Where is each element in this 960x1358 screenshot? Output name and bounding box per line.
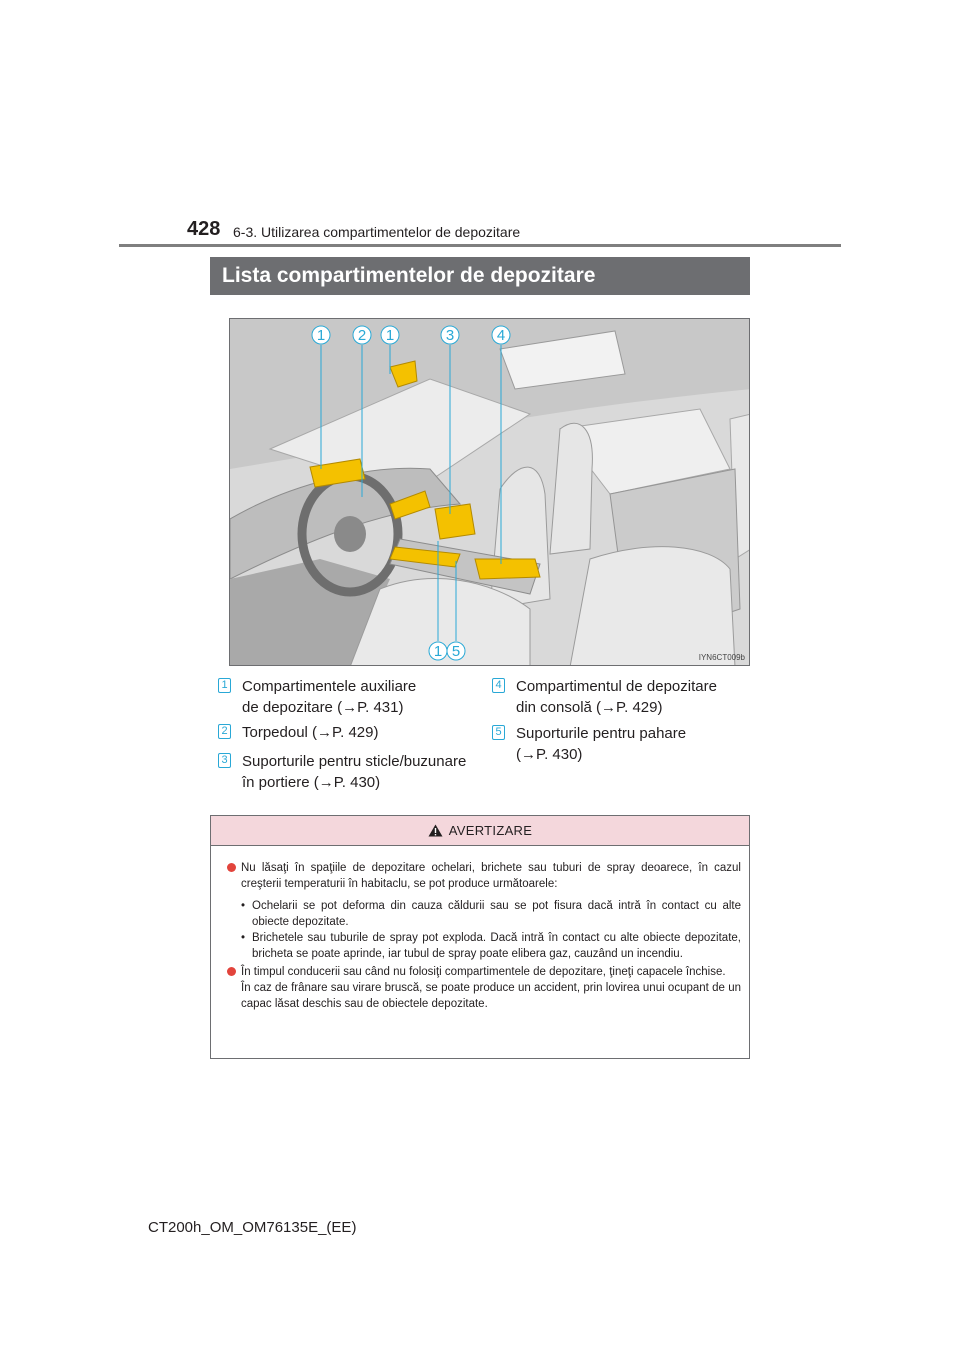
- door-pocket: [435, 504, 475, 539]
- legend-badge-2: 2: [218, 724, 231, 739]
- console-box: [475, 559, 540, 579]
- car-interior-illustration: [230, 319, 750, 666]
- rear-seat: [570, 547, 735, 666]
- page-number: 428: [187, 218, 221, 240]
- callout-2: 2: [357, 327, 367, 344]
- warning-bullet-2-line1: În timpul conducerii sau când nu folosiţi compartimentele de depozitare, ţineţi capacele închise.: [241, 966, 726, 978]
- warning-sub-item-2: [227, 930, 741, 962]
- legend-text-2: Torpedoul (→P. 429): [242, 724, 379, 741]
- warning-bullet-1: [227, 860, 741, 892]
- warning-triangle-icon: [428, 824, 443, 837]
- warning-sub-item-1: [227, 898, 741, 930]
- header-rule: [119, 244, 841, 247]
- warning-sub-item-2-text: Brichetele sau tuburile de spray pot exploda. Dacă intră în contact cu alte obiecte depozitate, bricheta se poate aprinde, iar tubul de spray poate elibera gaz, cauzând un incendiu.: [252, 932, 741, 960]
- legend-badge-5: 5: [492, 725, 505, 740]
- warning-box: [210, 815, 750, 1059]
- callout-1b: 1: [385, 327, 395, 344]
- title-bar: [210, 257, 750, 295]
- legend-text-1: Compartimentele auxiliare de depozitare (→P. 431): [242, 678, 417, 716]
- legend-badge-1: 1: [218, 678, 231, 693]
- page-title: Lista compartimentelor de depozitare: [222, 264, 596, 287]
- sub-item-mark-1: •: [241, 900, 246, 912]
- figure-code: IYN6CT009b: [698, 653, 745, 662]
- legend-text-4: Compartimentul de depozitare din consolă (→P. 429): [516, 678, 717, 716]
- warning-label: AVERTIZARE: [448, 823, 533, 838]
- warning-bullet-2-line2: În caz de frânare sau virare bruscă, se poate produce un accident, prin lovirea unui ocupant de un capac lăsat deschis sau de obiectele depozitate.: [241, 982, 741, 1010]
- legend-badge-4: 4: [492, 678, 505, 693]
- bullet-dot-1: [227, 863, 236, 872]
- callout-4: 4: [496, 327, 506, 344]
- page-footer: CT200h_OM_OM76135E_(EE): [148, 1219, 357, 1236]
- legend-text-3: Suporturile pentru sticle/buzunare în portiere (→P. 430): [242, 753, 467, 791]
- car-interior-figure: [229, 318, 750, 666]
- warning-header: [211, 816, 749, 846]
- callout-1c: 1: [433, 643, 443, 660]
- warning-sub-item-1-text: Ochelarii se pot deforma din cauza căldurii sau se pot fisura dacă intră în contact cu alte obiecte depozitate.: [252, 900, 741, 928]
- sub-item-mark-2: •: [241, 932, 246, 944]
- legend-badge-3: 3: [218, 753, 231, 768]
- warning-bullet-1-text: Nu lăsaţi în spaţiile de depozitare ochelari, brichete sau tuburi de spray deoarece, în cazul creşterii temperaturii în habitaclu, se pot produce următoarele:: [241, 862, 741, 890]
- steering-hub: [334, 516, 366, 552]
- callout-1a: 1: [316, 327, 326, 344]
- bullet-dot-2: [227, 967, 236, 976]
- legend-text-5: Suporturile pentru pahare (→P. 430): [516, 725, 687, 763]
- section-title: 6-3. Utilizarea compartimentelor de depozitare: [233, 224, 521, 240]
- legend: [218, 676, 748, 791]
- warning-body: [211, 846, 749, 1012]
- callout-5: 5: [451, 643, 461, 660]
- warning-bullet-2: [227, 964, 741, 1012]
- callout-3: 3: [445, 327, 455, 344]
